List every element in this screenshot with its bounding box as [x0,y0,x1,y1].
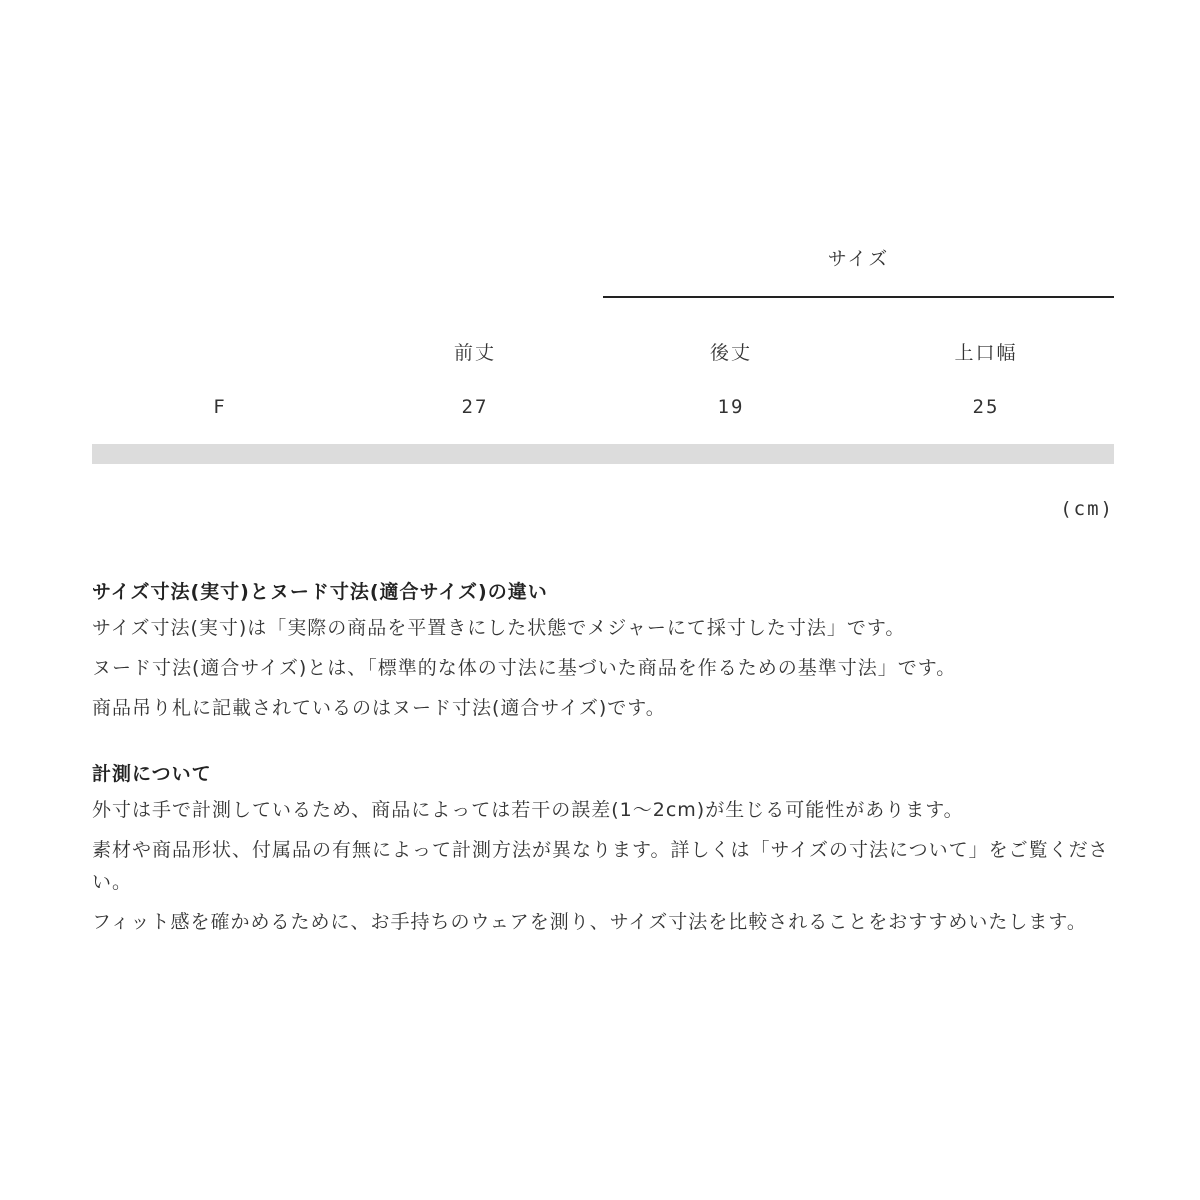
column-header-opening-width: 上口幅 [954,342,1018,364]
table-footer-bar [92,444,1114,464]
note-paragraph: 素材や商品形状、付属品の有無によって計測方法が異なります。詳しくは「サイズの寸法について」をご覧ください。 [92,839,1109,893]
note-paragraph: サイズ寸法(実寸)は「実際の商品を平置きにした状態でメジャーにて採寸した寸法」です。 [92,617,906,639]
size-group-header: サイズ [827,248,890,270]
unit-label: (cm) [1060,498,1114,520]
group-header-rule [603,296,1114,298]
note-section-size-difference [92,572,1122,724]
note-paragraph: フィット感を確かめるために、お手持ちのウェアを測り、サイズ寸法を比較されることをおすすめいたします。 [92,911,1087,933]
notes [92,572,1122,968]
row-back-length-value: 19 [717,396,745,418]
note-heading: 計測について [92,763,212,785]
note-heading: サイズ寸法(実寸)とヌード寸法(適合サイズ)の違い [92,581,548,603]
row-size-label: F [213,396,227,418]
note-paragraph: ヌード寸法(適合サイズ)とは、「標準的な体の寸法に基づいた商品を作るための基準寸法」です。 [92,657,957,679]
size-table [92,230,1114,470]
column-header-front-length: 前丈 [453,342,496,364]
note-section-measurement [92,754,1122,938]
row-front-length-value: 27 [461,396,489,418]
note-paragraph: 外寸は手で計測しているため、商品によっては若干の誤差(1〜2cm)が生じる可能性があります。 [92,799,964,821]
column-header-back-length: 後丈 [709,342,752,364]
note-paragraph: 商品吊り札に記載されているのはヌード寸法(適合サイズ)です。 [92,697,666,719]
row-opening-width-value: 25 [972,396,1000,418]
